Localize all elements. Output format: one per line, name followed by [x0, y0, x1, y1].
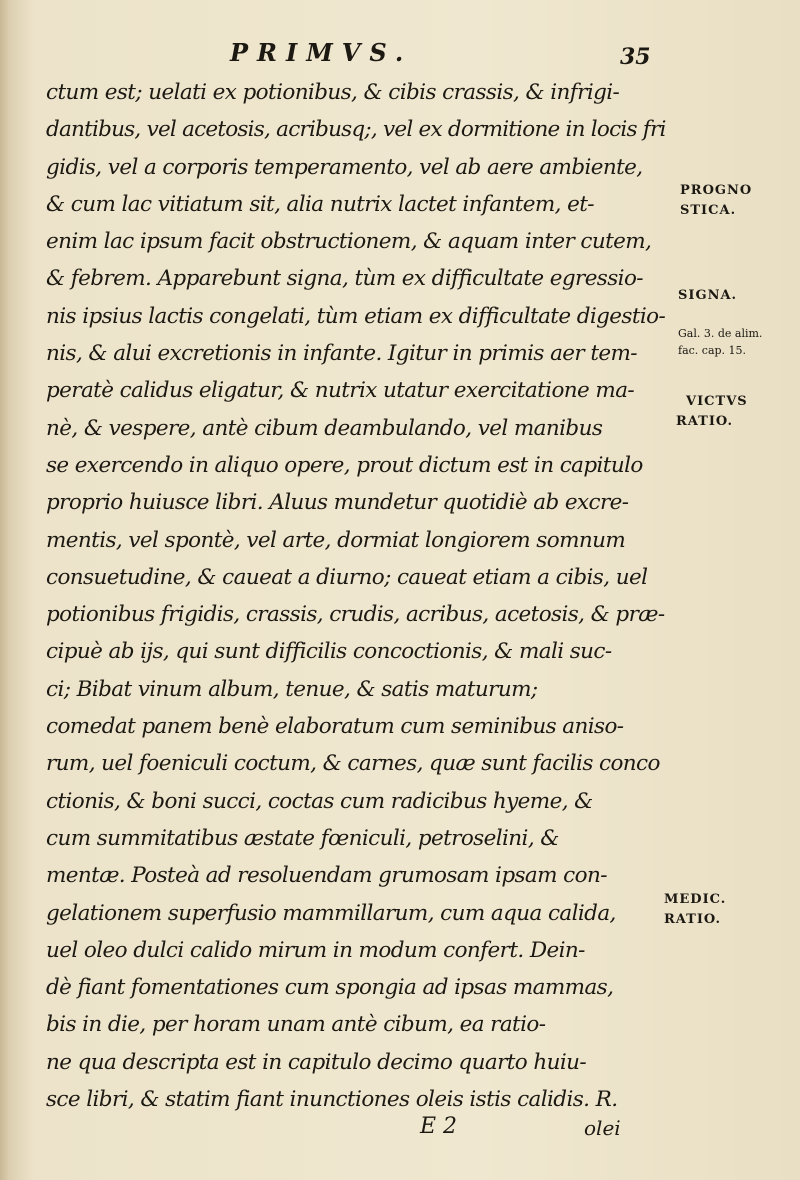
- signature-mark: E 2: [420, 1114, 458, 1139]
- margin-note-line: PROGNO: [680, 183, 753, 198]
- margin-note-medic-ratio: [664, 890, 726, 930]
- text-line: nè, & vespere, antè cibum deambulando, vel manibus: [46, 415, 603, 441]
- margin-note-signa: SIGNA.: [678, 288, 738, 303]
- text-line: peratè calidus eligatur, & nutrix utatur exercitatione ma-: [46, 378, 635, 404]
- text-line: proprio huiusce libri. Aluus mundetur quotidiè ab excre-: [46, 490, 629, 516]
- text-line: ctionis, & boni succi, coctas cum radicibus hyeme, &: [46, 788, 593, 814]
- text-line: ci; Bibat vinum album, tenue, & satis maturum;: [46, 676, 538, 702]
- margin-note-line: MEDIC.: [664, 892, 727, 907]
- text-line: & febrem. Apparebunt signa, tùm ex difficultate egressio-: [46, 266, 643, 292]
- text-line: dè fiant fomentationes cum spongia ad ipsas mammas,: [46, 975, 614, 1001]
- text-line: ctum est; uelati ex potionibus, & cibis crassis, & infrigi-: [46, 80, 620, 105]
- margin-note-line: RATIO.: [664, 912, 722, 927]
- body-text: [46, 74, 666, 1118]
- margin-note-prognostica: [680, 181, 752, 221]
- text-line: bis in die, per horam unam antè cibum, ea ratio-: [46, 1012, 546, 1038]
- text-line: dantibus, vel acetosis, acribusq;, vel ex dormitione in locis fri: [46, 117, 666, 143]
- text-line: ne qua descripta est in capitulo decimo quarto huiu-: [46, 1049, 587, 1075]
- text-line: gelationem superfusio mammillarum, cum aqua calida,: [46, 900, 616, 926]
- margin-note-line: Gal. 3. de alim.: [678, 327, 763, 340]
- text-line: se exercendo in aliquo opere, prout dictum est in capitulo: [46, 452, 643, 478]
- catchword: olei: [584, 1116, 621, 1140]
- margin-note-line: STICA.: [680, 203, 737, 218]
- margin-note-galen-reference: [678, 325, 762, 359]
- page-number: 35: [620, 44, 651, 70]
- margin-note-line: RATIO.: [676, 414, 734, 429]
- text-line: nis, & alui excretionis in infante. Igitur in primis aer tem-: [46, 341, 637, 367]
- text-line: mentis, vel spontè, vel arte, dormiat longiorem somnum: [46, 527, 626, 553]
- text-line: cum summitatibus æstate fœniculi, petroselini, &: [46, 825, 559, 851]
- text-line: mentæ. Posteà ad resoluendam grumosam ipsam con-: [46, 863, 607, 889]
- text-line: consuetudine, & caueat a diurno; caueat etiam a cibis, uel: [46, 564, 648, 590]
- margin-note-line: fac. cap. 15.: [678, 344, 747, 357]
- margin-note-line: VICTVS: [686, 394, 748, 409]
- text-line: comedat panem benè elaboratum cum seminibus aniso-: [46, 714, 624, 740]
- text-line: sce libri, & statim fiant inunctiones oleis istis calidis. R.: [46, 1087, 618, 1113]
- text-line: potionibus frigidis, crassis, crudis, acribus, acetosis, & præ-: [46, 602, 665, 628]
- text-line: rum, uel foeniculi coctum, & carnes, quæ sunt facilis conco: [46, 751, 660, 777]
- text-line: nis ipsius lactis congelati, tùm etiam ex difficultate digestio-: [46, 303, 666, 329]
- text-line: uel oleo dulci calido mirum in modum confert. Dein-: [46, 937, 585, 963]
- margin-note-victus-ratio: [676, 392, 748, 432]
- text-line: cipuè ab ijs, qui sunt difficilis concoctionis, & mali suc-: [46, 639, 612, 665]
- text-line: gidis, vel a corporis temperamento, vel ab aere ambiente,: [46, 154, 643, 180]
- text-line: & cum lac vitiatum sit, alia nutrix lactet infantem, et-: [46, 191, 594, 217]
- running-title: PRIMVS.: [230, 38, 413, 67]
- text-line: enim lac ipsum facit obstructionem, & aquam inter cutem,: [46, 229, 652, 255]
